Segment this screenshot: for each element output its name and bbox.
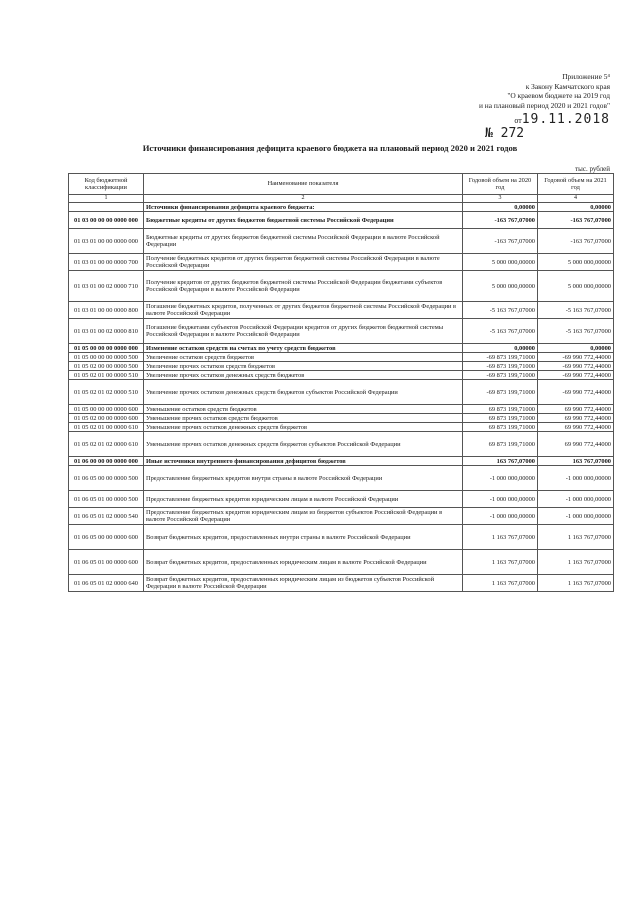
row-name: Уменьшение прочих остатков денежных средств бюджетов субъектов Российской Федерации (144, 432, 463, 457)
row-name: Изменение остатков средств на счетах по учету средств бюджетов (144, 344, 463, 353)
row-value-2021: -69 990 772,44000 (538, 371, 614, 380)
row-value-2021: 0,00000 (538, 344, 614, 353)
row-code: 01 05 02 01 02 0000 510 (69, 380, 144, 405)
row-value-2020: -5 163 767,07000 (463, 319, 538, 344)
table-row (69, 457, 614, 466)
row-value-2021: -163 767,07000 (538, 229, 614, 254)
row-code: 01 06 05 01 02 0000 640 (69, 575, 144, 592)
table-row (69, 212, 614, 229)
row-value-2021: -5 163 767,07000 (538, 302, 614, 319)
table-row (69, 432, 614, 457)
row-code: 01 03 01 00 00 0000 700 (69, 254, 144, 271)
table-header-row (69, 174, 614, 195)
row-value-2020: -163 767,07000 (463, 229, 538, 254)
table-row (69, 344, 614, 353)
row-value-2020: 69 873 199,71000 (463, 405, 538, 414)
column-header-2020: Годовой объем на 2020 год (463, 174, 538, 195)
row-value-2020: 1 163 767,07000 (463, 575, 538, 592)
date-line (514, 112, 610, 127)
table-row (69, 203, 614, 212)
row-code: 01 05 00 00 00 0000 600 (69, 405, 144, 414)
row-name: Уменьшение прочих остатков средств бюджетов (144, 414, 463, 423)
row-value-2020: 163 767,07000 (463, 457, 538, 466)
table-row (69, 508, 614, 525)
row-code: 01 06 05 01 00 0000 500 (69, 491, 144, 508)
table-row (69, 254, 614, 271)
column-header-2021: Годовой объем на 2021 год (538, 174, 614, 195)
appendix-line: и на плановый период 2020 и 2021 годов" (478, 100, 610, 110)
row-value-2021: -69 990 772,44000 (538, 353, 614, 362)
row-value-2020: 0,00000 (463, 344, 538, 353)
row-name: Уменьшение прочих остатков денежных средств бюджетов (144, 423, 463, 432)
row-code: 01 06 05 00 00 0000 600 (69, 525, 144, 550)
column-number-row (69, 195, 614, 203)
number-value: 272 (500, 126, 525, 141)
row-value-2020: 5 000 000,00000 (463, 271, 538, 302)
row-value-2021: 69 990 772,44000 (538, 405, 614, 414)
row-value-2020: 69 873 199,71000 (463, 423, 538, 432)
row-value-2021: 163 767,07000 (538, 457, 614, 466)
row-name: Погашение бюджетных кредитов, полученных от других бюджетов бюджетной системы Российской Федерации в валюте Российской Федерации (144, 302, 463, 319)
table-row (69, 466, 614, 491)
units-label: тыс. рублей (575, 165, 610, 173)
table-row (69, 423, 614, 432)
appendix-block (479, 72, 610, 110)
row-value-2020: 1 163 767,07000 (463, 525, 538, 550)
row-name: Получение бюджетных кредитов от других бюджетов бюджетной системы Российской Федерации в валюте Российской Федерации (144, 254, 463, 271)
row-value-2021: 5 000 000,00000 (538, 271, 614, 302)
row-value-2020: -69 873 199,71000 (463, 380, 538, 405)
row-name: Бюджетные кредиты от других бюджетов бюджетной системы Российской Федерации (144, 212, 463, 229)
row-name: Иные источники внутреннего финансирования дефицитов бюджетов (144, 457, 463, 466)
row-code: 01 03 00 00 00 0000 000 (69, 212, 144, 229)
row-value-2021: -1 000 000,00000 (538, 466, 614, 491)
row-name: Возврат бюджетных кредитов, предоставленных внутри страны в валюте Российской Федерации (144, 525, 463, 550)
table-row (69, 319, 614, 344)
column-header-name: Наименование показателя (144, 174, 463, 195)
row-value-2021: 0,00000 (538, 203, 614, 212)
row-code: 01 03 01 00 02 0000 710 (69, 271, 144, 302)
row-value-2021: 69 990 772,44000 (538, 432, 614, 457)
table-row (69, 229, 614, 254)
document-title: Источники финансирования дефицита краевого бюджета на плановый период 2020 и 2021 годов (142, 143, 518, 153)
row-name: Бюджетные кредиты от других бюджетов бюджетной системы Российской Федерации в валюте Российской Федерации (144, 229, 463, 254)
row-code: 01 06 05 01 00 0000 600 (69, 550, 144, 575)
table-row (69, 550, 614, 575)
row-code: 01 05 02 01 00 0000 510 (69, 371, 144, 380)
row-value-2020: -1 000 000,00000 (463, 508, 538, 525)
row-value-2021: 1 163 767,07000 (538, 525, 614, 550)
appendix-line: "О краевом бюджете на 2019 год (507, 91, 610, 101)
table-row (69, 525, 614, 550)
row-code: 01 05 02 00 00 0000 500 (69, 362, 144, 371)
row-value-2020: -1 000 000,00000 (463, 466, 538, 491)
table-row (69, 371, 614, 380)
row-value-2020: -69 873 199,71000 (463, 362, 538, 371)
row-name: Уменьшение остатков средств бюджетов (144, 405, 463, 414)
table-row (69, 353, 614, 362)
row-code: 01 05 02 01 00 0000 610 (69, 423, 144, 432)
table-row (69, 271, 614, 302)
row-name: Увеличение прочих остатков средств бюджетов (144, 362, 463, 371)
row-value-2020: -69 873 199,71000 (463, 353, 538, 362)
column-number: 2 (144, 195, 463, 203)
document-number (485, 126, 524, 141)
row-value-2020: 0,00000 (463, 203, 538, 212)
table-row (69, 302, 614, 319)
row-value-2021: -69 990 772,44000 (538, 362, 614, 371)
row-name: Погашение бюджетами субъектов Российской Федерации кредитов от других бюджетов бюджетной системы Российской Федерации в валюте Российской Федерации (144, 319, 463, 344)
table-row (69, 380, 614, 405)
number-prefix: № (485, 126, 493, 141)
row-value-2020: -163 767,07000 (463, 212, 538, 229)
row-code: 01 06 05 00 00 0000 500 (69, 466, 144, 491)
row-value-2020: -5 163 767,07000 (463, 302, 538, 319)
row-value-2021: -1 000 000,00000 (538, 508, 614, 525)
row-value-2021: 69 990 772,44000 (538, 414, 614, 423)
row-value-2020: -69 873 199,71000 (463, 371, 538, 380)
table-body (69, 203, 614, 592)
appendix-line: Приложение 5⁴ (562, 72, 610, 81)
column-number: 4 (538, 195, 614, 203)
row-name: Источники финансирования дефицита краевого бюджета: (144, 203, 463, 212)
table-row (69, 491, 614, 508)
row-value-2020: 69 873 199,71000 (463, 432, 538, 457)
row-name: Увеличение остатков средств бюджетов (144, 353, 463, 362)
row-name: Предоставление бюджетных кредитов юридическим лицам в валюте Российской Федерации (144, 491, 463, 508)
row-name: Увеличение прочих остатков денежных средств бюджетов (144, 371, 463, 380)
row-code: 01 05 02 00 00 0000 600 (69, 414, 144, 423)
row-name: Увеличение прочих остатков денежных средств бюджетов субъектов Российской Федерации (144, 380, 463, 405)
column-header-code: Код бюджетной классификации (69, 174, 144, 195)
row-code: 01 05 02 01 02 0000 610 (69, 432, 144, 457)
row-code: 01 05 00 00 00 0000 000 (69, 344, 144, 353)
date-value: 19.11.2018 (521, 112, 610, 127)
row-code: 01 06 05 01 02 0000 540 (69, 508, 144, 525)
row-value-2020: 5 000 000,00000 (463, 254, 538, 271)
row-value-2020: -1 000 000,00000 (463, 491, 538, 508)
row-code: 01 03 01 00 02 0000 810 (69, 319, 144, 344)
row-code (69, 203, 144, 212)
row-name: Предоставление бюджетных кредитов юридическим лицам из бюджетов субъектов Российской Федерации в валюте Российской Федерации (144, 508, 463, 525)
column-number: 3 (463, 195, 538, 203)
row-name: Возврат бюджетных кредитов, предоставленных юридическим лицам из бюджетов субъектов Российской Федерации в валюте Российской Федерации (144, 575, 463, 592)
row-name: Предоставление бюджетных кредитов внутри страны в валюте Российской Федерации (144, 466, 463, 491)
row-name: Возврат бюджетных кредитов, предоставленных юридическим лицам в валюте Российской Федерации (144, 550, 463, 575)
table-row (69, 362, 614, 371)
row-code: 01 06 00 00 00 0000 000 (69, 457, 144, 466)
row-value-2021: -5 163 767,07000 (538, 319, 614, 344)
row-value-2021: -69 990 772,44000 (538, 380, 614, 405)
row-code: 01 03 01 00 00 0000 000 (69, 229, 144, 254)
appendix-line: к Закону Камчатского края (525, 81, 610, 91)
date-prefix: от (514, 116, 522, 125)
row-value-2021: -1 000 000,00000 (538, 491, 614, 508)
row-name: Получение кредитов от других бюджетов бюджетной системы Российской Федерации бюджетами субъектов Российской Федерации в валюте Российской Федерации (144, 271, 463, 302)
row-code: 01 03 01 00 00 0000 800 (69, 302, 144, 319)
table-row (69, 414, 614, 423)
row-value-2021: 5 000 000,00000 (538, 254, 614, 271)
row-value-2021: 69 990 772,44000 (538, 423, 614, 432)
row-value-2020: 1 163 767,07000 (463, 550, 538, 575)
table-row (69, 575, 614, 592)
row-value-2020: 69 873 199,71000 (463, 414, 538, 423)
row-value-2021: -163 767,07000 (538, 212, 614, 229)
column-number: 1 (69, 195, 144, 203)
row-code: 01 05 00 00 00 0000 500 (69, 353, 144, 362)
table-row (69, 405, 614, 414)
row-value-2021: 1 163 767,07000 (538, 550, 614, 575)
financing-table (68, 173, 614, 592)
row-value-2021: 1 163 767,07000 (538, 575, 614, 592)
